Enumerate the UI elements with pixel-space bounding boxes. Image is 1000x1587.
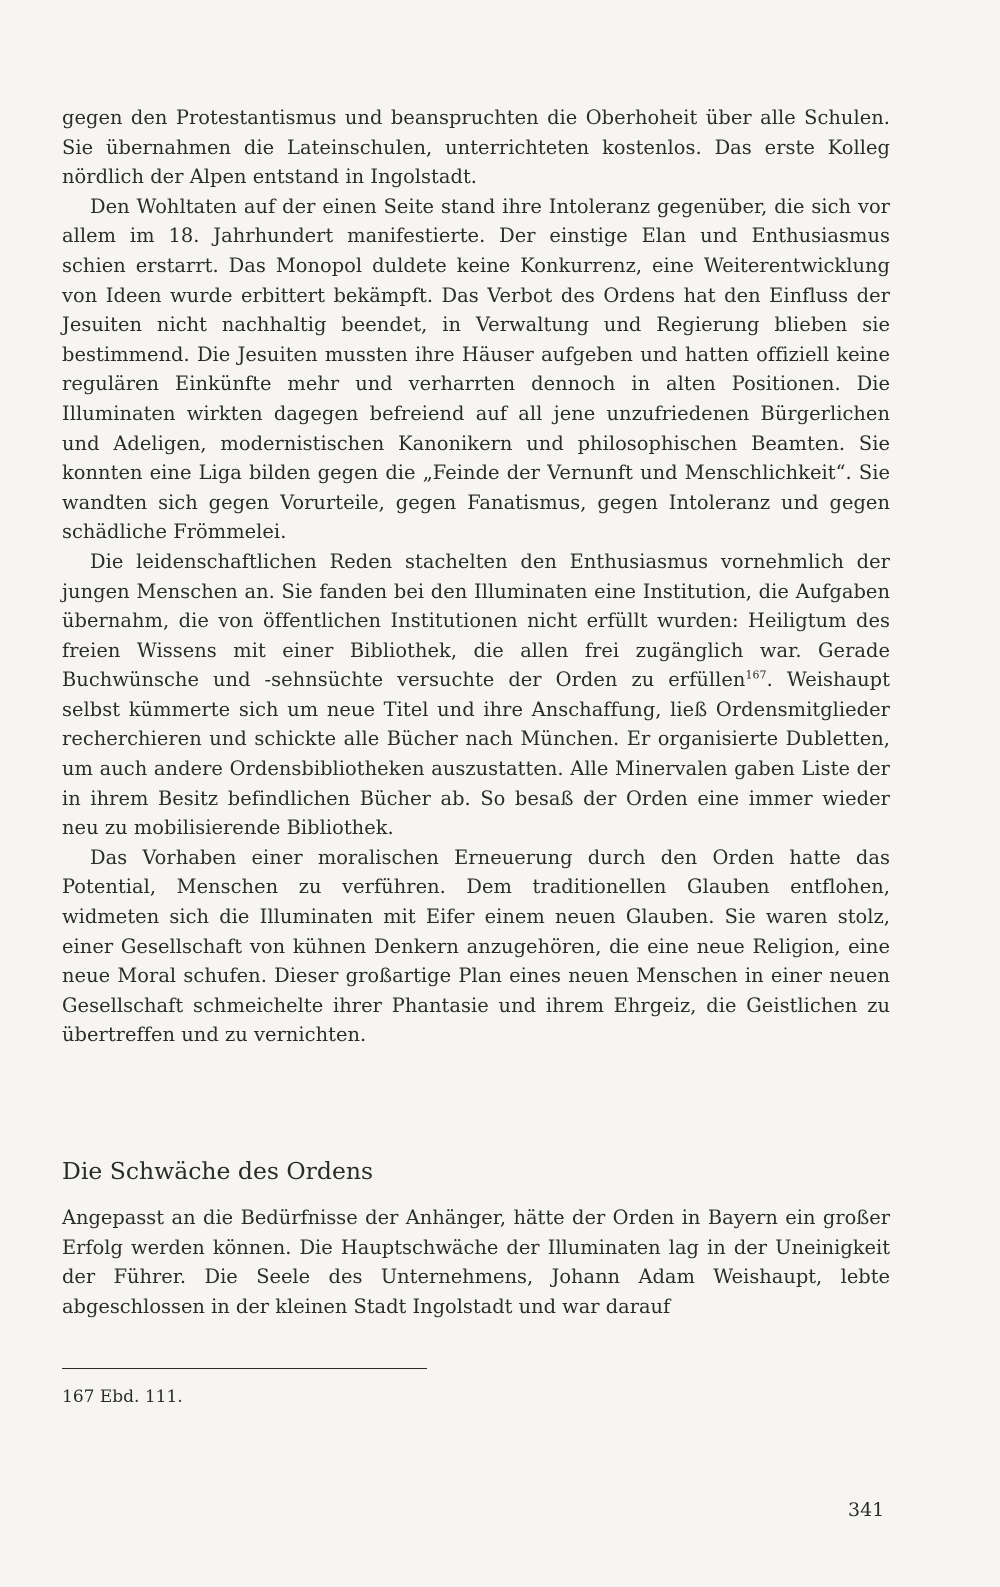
paragraph-4: Das Vorhaben einer moralischen Erneuerung durch den Orden hatte das Potential, Menschen zu verführen. Dem traditionellen Glauben entflohen, widmeten sich die Illuminaten mit Eifer einem neuen Glauben. Sie waren stolz, einer Gesellschaft von kühnen Denkern anzugehören, die eine neue Religion, eine neue Moral schufen. Dieser großartige Plan eines neuen Menschen in einer neuen Gesellschaft schmeichelte ihrer Phantasie und ihrem Ehrgeiz, die Geistlichen zu übertreffen und zu vernichten. [62, 845, 890, 1047]
footnote: 167 Ebd. 111. [62, 1387, 183, 1407]
paragraph-1: gegen den Protestantismus und beanspruchten die Oberhoheit über alle Schulen. Sie übernahmen die Lateinschulen, unterrichteten kostenlos. Das erste Kolleg nördlich der Alpen entstand in Ingolstadt. [62, 106, 890, 189]
footnote-divider [62, 1368, 427, 1369]
section-heading: Die Schwäche des Ordens [62, 1157, 374, 1185]
paragraph-3-text: Die leidenschaftlichen Reden stachelten den Enthusiasmus vornehmlich der jungen Menschen an. Sie fanden bei den Illuminaten eine Institution, die Aufgaben übernahm, die von öffentlichen Institutionen nicht erfüllt wurden: Heiligtum des freien Wissens mit einer Bibliothek, die allen frei zugänglich war. Gerade Buchwünsche und -sehnsüchte versuchte der Orden zu erfüllen [62, 549, 890, 692]
paragraph-3-continuation: . Weishaupt selbst kümmerte sich um neue Titel und ihre Anschaffung, ließ Ordensmitglieder recherchieren und schickte alle Bücher nach München. Er organisierte Dubletten, um auch andere Ordensbibliotheken auszustatten. Alle Minervalen gaben Liste der in ihrem Besitz befindlichen Bücher ab. So besaß der Orden eine immer wieder neu zu mobilisierende Bibliothek. [62, 668, 890, 840]
paragraph-2: Den Wohltaten auf der einen Seite stand ihre Intoleranz gegenüber, die sich vor allem im 18. Jahrhundert manifestierte. Der einstige Elan und Enthusiasmus schien erstarrt. Das Monopol duldete keine Konkurrenz, eine Weiterentwicklung von Ideen wurde erbittert bekämpft. Das Verbot des Ordens hat den Einfluss der Jesuiten nicht nachhaltig beendet, in Verwaltung und Regierung blieben sie bestimmend. Die Jesuiten mussten ihre Häuser aufgeben und hatten offiziell keine regulären Einkünfte mehr und verharrten dennoch in alten Positionen. Die Illuminaten wirkten dagegen befreiend auf all jene unzufriedenen Bürgerlichen und Adeligen, modernistischen Kanonikern und philosophischen Beamten. Sie konnten eine Liga bilden gegen die „Feinde der Vernunft und Menschlichkeit“. Sie wandten sich gegen Vorurteile, gegen Fanatismus, gegen Intoleranz und gegen schädliche Frömmelei. [62, 194, 890, 544]
body-text [62, 103, 890, 1050]
page-number: 341 [848, 1499, 885, 1521]
section-text: Angepasst an die Bedürfnisse der Anhänger, hätte der Orden in Bayern ein großer Erfolg werden können. Die Hauptschwäche der Illuminaten lag in der Uneinigkeit der Führer. Die Seele des Unternehmens, Johann Adam Weishaupt, lebte abgeschlossen in der kleinen Stadt Ingolstadt und war darauf [62, 1206, 890, 1318]
paragraph-3 [62, 547, 890, 843]
footnote-reference: 167 [745, 668, 767, 682]
